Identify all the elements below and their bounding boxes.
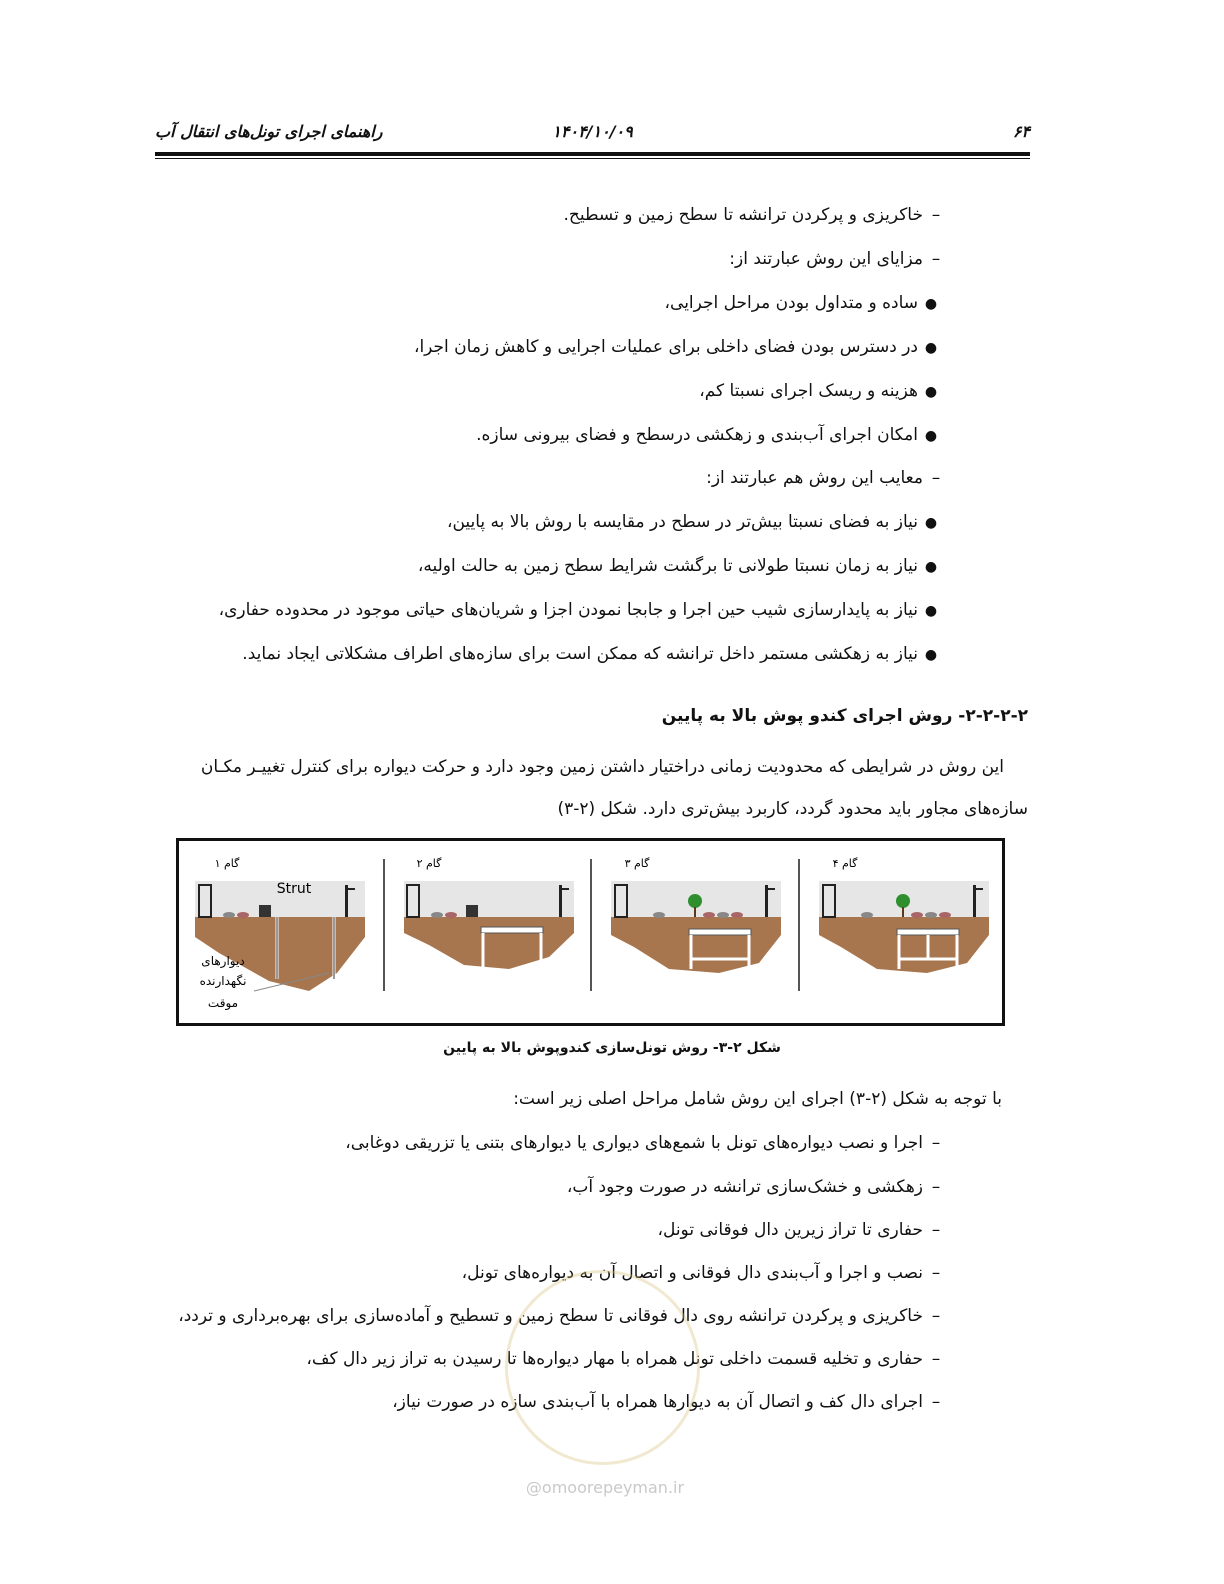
bullet-marker: ● [924,647,938,663]
disadvantages-heading: –معایب این روش هم عبارتند از: [706,465,949,491]
dash-marker: – [931,1392,941,1412]
advantages-heading: –مزایای این روش عبارتند از: [729,246,949,272]
strut-label: Strut [276,881,312,897]
list-item: –زهکشی و خشک‌سازی ترانشه در صورت وجود آب، [567,1174,949,1200]
list-item: ●نیاز به پایدارسازی شیب حین اجرا و جابجا نمودن اجزا و شریان‌های حیاتی موجود در محدوده حفاری، [219,597,944,624]
list-item: ●نیاز به فضای نسبتا بیش‌تر در سطح در مقایسه با روش بالا به پایین، [447,509,944,536]
bullet-marker: ● [924,515,938,531]
watermark-seal [505,1270,700,1465]
bullet-marker: ● [924,340,938,356]
header-rule-thick [155,152,1030,156]
dash-marker: – [931,249,941,269]
list-item: –خاکریزی و پرکردن ترانشه روی دال فوقانی تا سطح زمین و تسطیح و آماده‌سازی برای بهره‌برداری و تردد، [178,1303,949,1329]
figure-illustration [179,841,1002,1023]
list-item: ●هزینه و ریسک اجرای نسبتا کم، [699,378,944,405]
wall-label-line: موقت [207,996,239,1010]
paragraph-line: این روش در شرایطی که محدودیت زمانی دراختیار داشتن زمین وجود دارد و حرکت دیواره برای کنترل تغییـر مکـان [200,757,1004,777]
header-rule-thin [155,158,1030,159]
list-item: ●امکان اجرای آب‌بندی و زهکشی درسطح و فضای بیرونی سازه. [476,422,944,449]
dash-marker: – [931,1306,941,1326]
step-label: گام ۲ [416,857,442,870]
bullet-marker: ● [924,384,938,400]
dash-marker: – [931,1133,941,1153]
step-2-diagram [404,857,574,971]
header-date: ۱۴۰۴/۱۰/۰۹ [552,122,633,141]
step-1-diagram [195,857,365,1011]
list-item: –حفاری و تخلیه قسمت داخلی تونل همراه با مهار دیواره‌ها تا رسیدن به تراز زیر دال کف، [306,1346,949,1372]
tree-icon [896,894,910,908]
dash-marker: – [931,468,941,488]
dash-marker: – [931,1263,941,1283]
dash-marker: – [931,205,941,225]
list-item: ●ساده و متداول بودن مراحل اجرایی، [665,290,944,317]
figure-cut-and-cover [176,838,1005,1026]
bullet-marker: ● [924,296,938,312]
list-item: ●نیاز به زهکشی مستمر داخل ترانشه که ممکن است برای سازه‌های اطراف مشکلاتی ایجاد نماید. [242,641,944,668]
list-item: –حفاری تا تراز زیرین دال فوقانی تونل، [657,1217,949,1243]
wall-label-line: دیوارهای [201,954,245,968]
dash-marker: – [931,1177,941,1197]
step-label: گام ۱ [214,857,240,870]
page-header [155,118,1030,148]
bullet-marker: ● [924,559,938,575]
step-3-diagram [611,857,781,973]
list-item: –نصب و اجرا و آب‌بندی دال فوقانی و اتصال آن به دیواره‌های تونل، [462,1260,949,1286]
list-item: ●نیاز به زمان نسبتا طولانی تا برگشت شرایط سطح زمین به حالت اولیه، [418,553,944,580]
watermark-text: @omoorepeyman.ir [525,1478,685,1497]
paragraph-line: سازه‌های مجاور باید محدود گردد، کاربرد بیش‌تری دارد. شکل (۲-۳) [557,799,1028,819]
list-item: –خاکریزی و پرکردن ترانشه تا سطح زمین و تسطیح. [563,202,949,228]
dash-marker: – [931,1349,941,1369]
list-item: ●در دسترس بودن فضای داخلی برای عملیات اجرایی و کاهش زمان اجرا، [414,334,944,361]
figure-caption: شکل ۲-۳- روش تونل‌سازی کندوپوش بالا به پایین [443,1040,781,1056]
page-number: ۶۴ [1012,122,1030,141]
step-4-diagram [819,857,989,973]
dash-marker: – [931,1220,941,1240]
list-item: –اجرا و نصب دیواره‌های تونل با شمع‌های دیواری یا دیوارهای بتنی یا تزریقی دوغابی، [345,1130,949,1156]
section-heading: ۲-۲-۲-۲- روش اجرای کندو پوش بالا به پایین [661,706,1028,726]
list-intro: با توجه به شکل (۲-۳) اجرای این روش شامل مراحل اصلی زیر است: [513,1089,1002,1109]
step-label: گام ۳ [624,857,650,870]
step-label: گام ۴ [832,857,858,870]
tree-icon [688,894,702,908]
bullet-marker: ● [924,428,938,444]
bullet-marker: ● [924,603,938,619]
document-title: راهنمای اجرای تونل‌های انتقال آب [155,122,383,141]
wall-label-line: نگهدارنده [199,974,247,988]
list-item: –اجرای دال کف و اتصال آن به دیوارها همراه با آب‌بندی سازه در صورت نیاز، [392,1389,949,1415]
